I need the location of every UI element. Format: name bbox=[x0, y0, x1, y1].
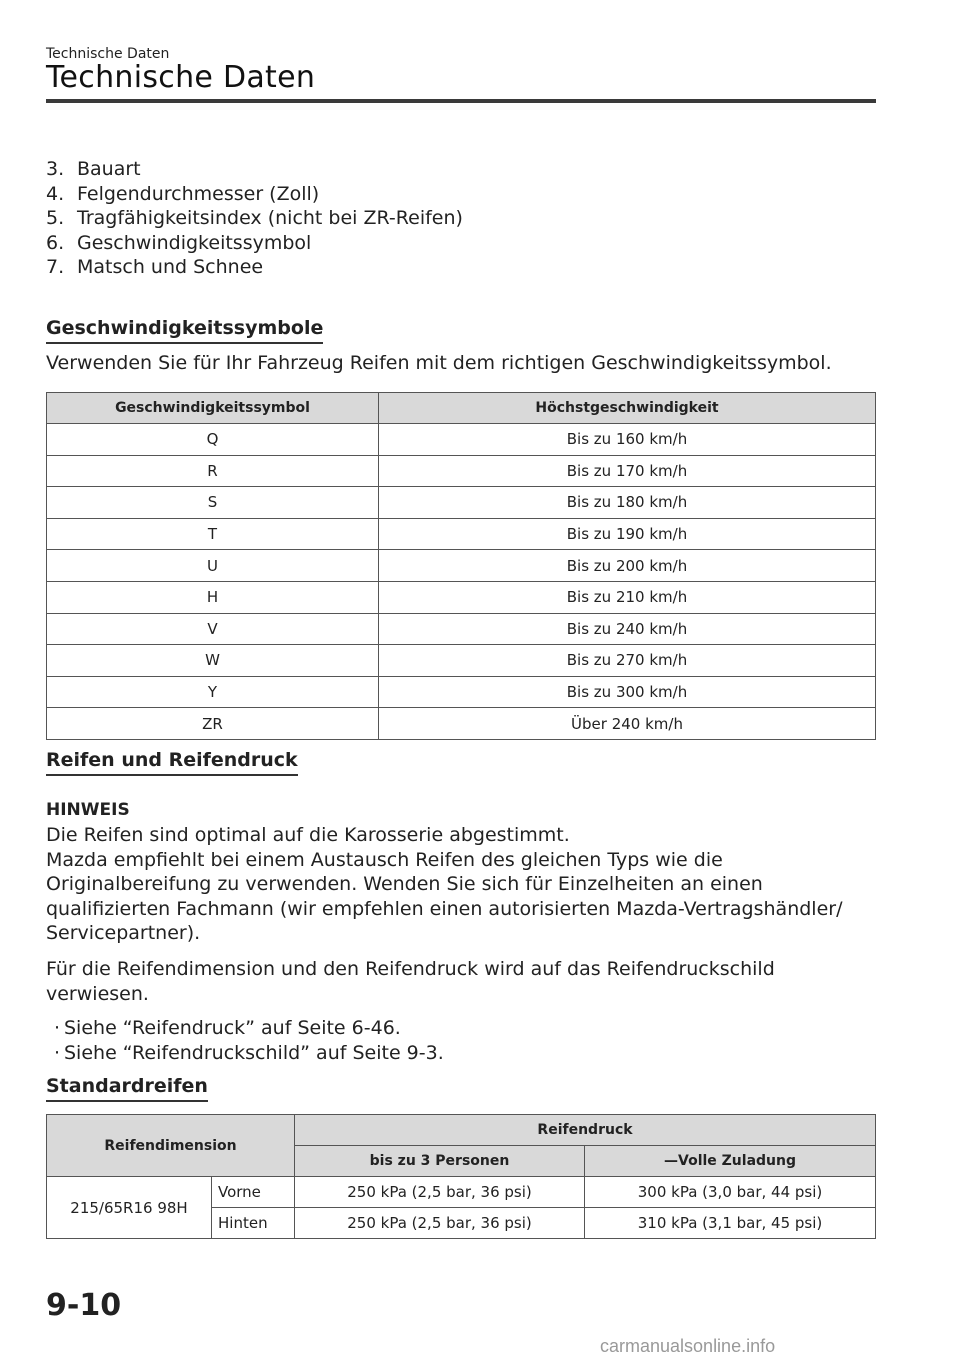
full-load-header: —Volle Zuladung bbox=[585, 1146, 876, 1177]
table-row: Q Bis zu 160 km/h bbox=[47, 424, 876, 456]
title-rule bbox=[46, 99, 876, 103]
running-header: Technische Daten bbox=[46, 46, 170, 62]
list-item: 3. Bauart bbox=[46, 158, 141, 180]
reference-list bbox=[46, 1016, 444, 1066]
tire-dimension: 215/65R16 98H bbox=[47, 1177, 212, 1239]
list-item: 7. Matsch und Schnee bbox=[46, 256, 264, 278]
up-to-3-header: bis zu 3 Personen bbox=[295, 1146, 585, 1177]
dimension-header: Reifendimension bbox=[47, 1115, 295, 1177]
section-title-speed: Geschwindigkeitssymbole bbox=[46, 317, 323, 344]
table-row: H Bis zu 210 km/h bbox=[47, 581, 876, 613]
page-number: 9-10 bbox=[46, 1288, 122, 1323]
table-row: 215/65R16 98H Vorne 250 kPa (2,5 bar, 36 psi) 300 kPa (3,0 bar, 44 psi) bbox=[47, 1177, 876, 1208]
speed-intro: Verwenden Sie für Ihr Fahrzeug Reifen mit dem richtigen Geschwindigkeitssymbol. bbox=[46, 352, 832, 374]
pressure-header: Reifendruck bbox=[295, 1115, 876, 1146]
section-title-standard: Standardreifen bbox=[46, 1075, 208, 1102]
table-row: S Bis zu 180 km/h bbox=[47, 487, 876, 519]
reference-text: Für die Reifendimension und den Reifendruck wird auf das Reifendruckschild verwiesen. bbox=[46, 958, 775, 1005]
speed-col-header: Höchstgeschwindigkeit bbox=[379, 393, 876, 424]
watermark: carmanualsonline.info bbox=[600, 1336, 776, 1356]
section-title-pressure: Reifen und Reifendruck bbox=[46, 749, 298, 776]
table-row: T Bis zu 190 km/h bbox=[47, 518, 876, 550]
table-row: W Bis zu 270 km/h bbox=[47, 645, 876, 677]
list-item: · Siehe “Reifendruck” auf Seite 6-46. bbox=[46, 1016, 444, 1041]
numbered-list bbox=[46, 157, 463, 280]
list-item: 5. Tragfähigkeitsindex (nicht bei ZR-Reifen) bbox=[46, 207, 463, 229]
table-row: V Bis zu 240 km/h bbox=[47, 613, 876, 645]
note-label: HINWEIS bbox=[46, 800, 130, 820]
table-row: U Bis zu 200 km/h bbox=[47, 550, 876, 582]
list-item: 6. Geschwindigkeitssymbol bbox=[46, 231, 312, 254]
table-row: ZR Über 240 km/h bbox=[47, 708, 876, 740]
note-text: Die Reifen sind optimal auf die Karosserie abgestimmt. Mazda empfiehlt bei einem Austausch Reifen des gleichen Typs wie die Originalbereifung zu verwenden. Wenden Sie sich für Einzelheiten an einen qualifizierten Fachmann (wir empfehlen einen autorisierten Mazda-Vertragshändler/ Servicepartner). bbox=[46, 824, 843, 944]
page-title: Technische Daten bbox=[46, 60, 316, 95]
table-row: Hinten 250 kPa (2,5 bar, 36 psi) 310 kPa (3,1 bar, 45 psi) bbox=[47, 1208, 876, 1239]
table-row: Y Bis zu 300 km/h bbox=[47, 676, 876, 708]
list-item: 4. Felgendurchmesser (Zoll) bbox=[46, 182, 320, 205]
speed-col-header: Geschwindigkeitssymbol bbox=[47, 393, 379, 424]
speed-table bbox=[46, 392, 876, 740]
list-item: · Siehe “Reifendruckschild” auf Seite 9-3. bbox=[46, 1041, 444, 1066]
table-row: R Bis zu 170 km/h bbox=[47, 455, 876, 487]
tire-pressure-table bbox=[46, 1114, 876, 1239]
